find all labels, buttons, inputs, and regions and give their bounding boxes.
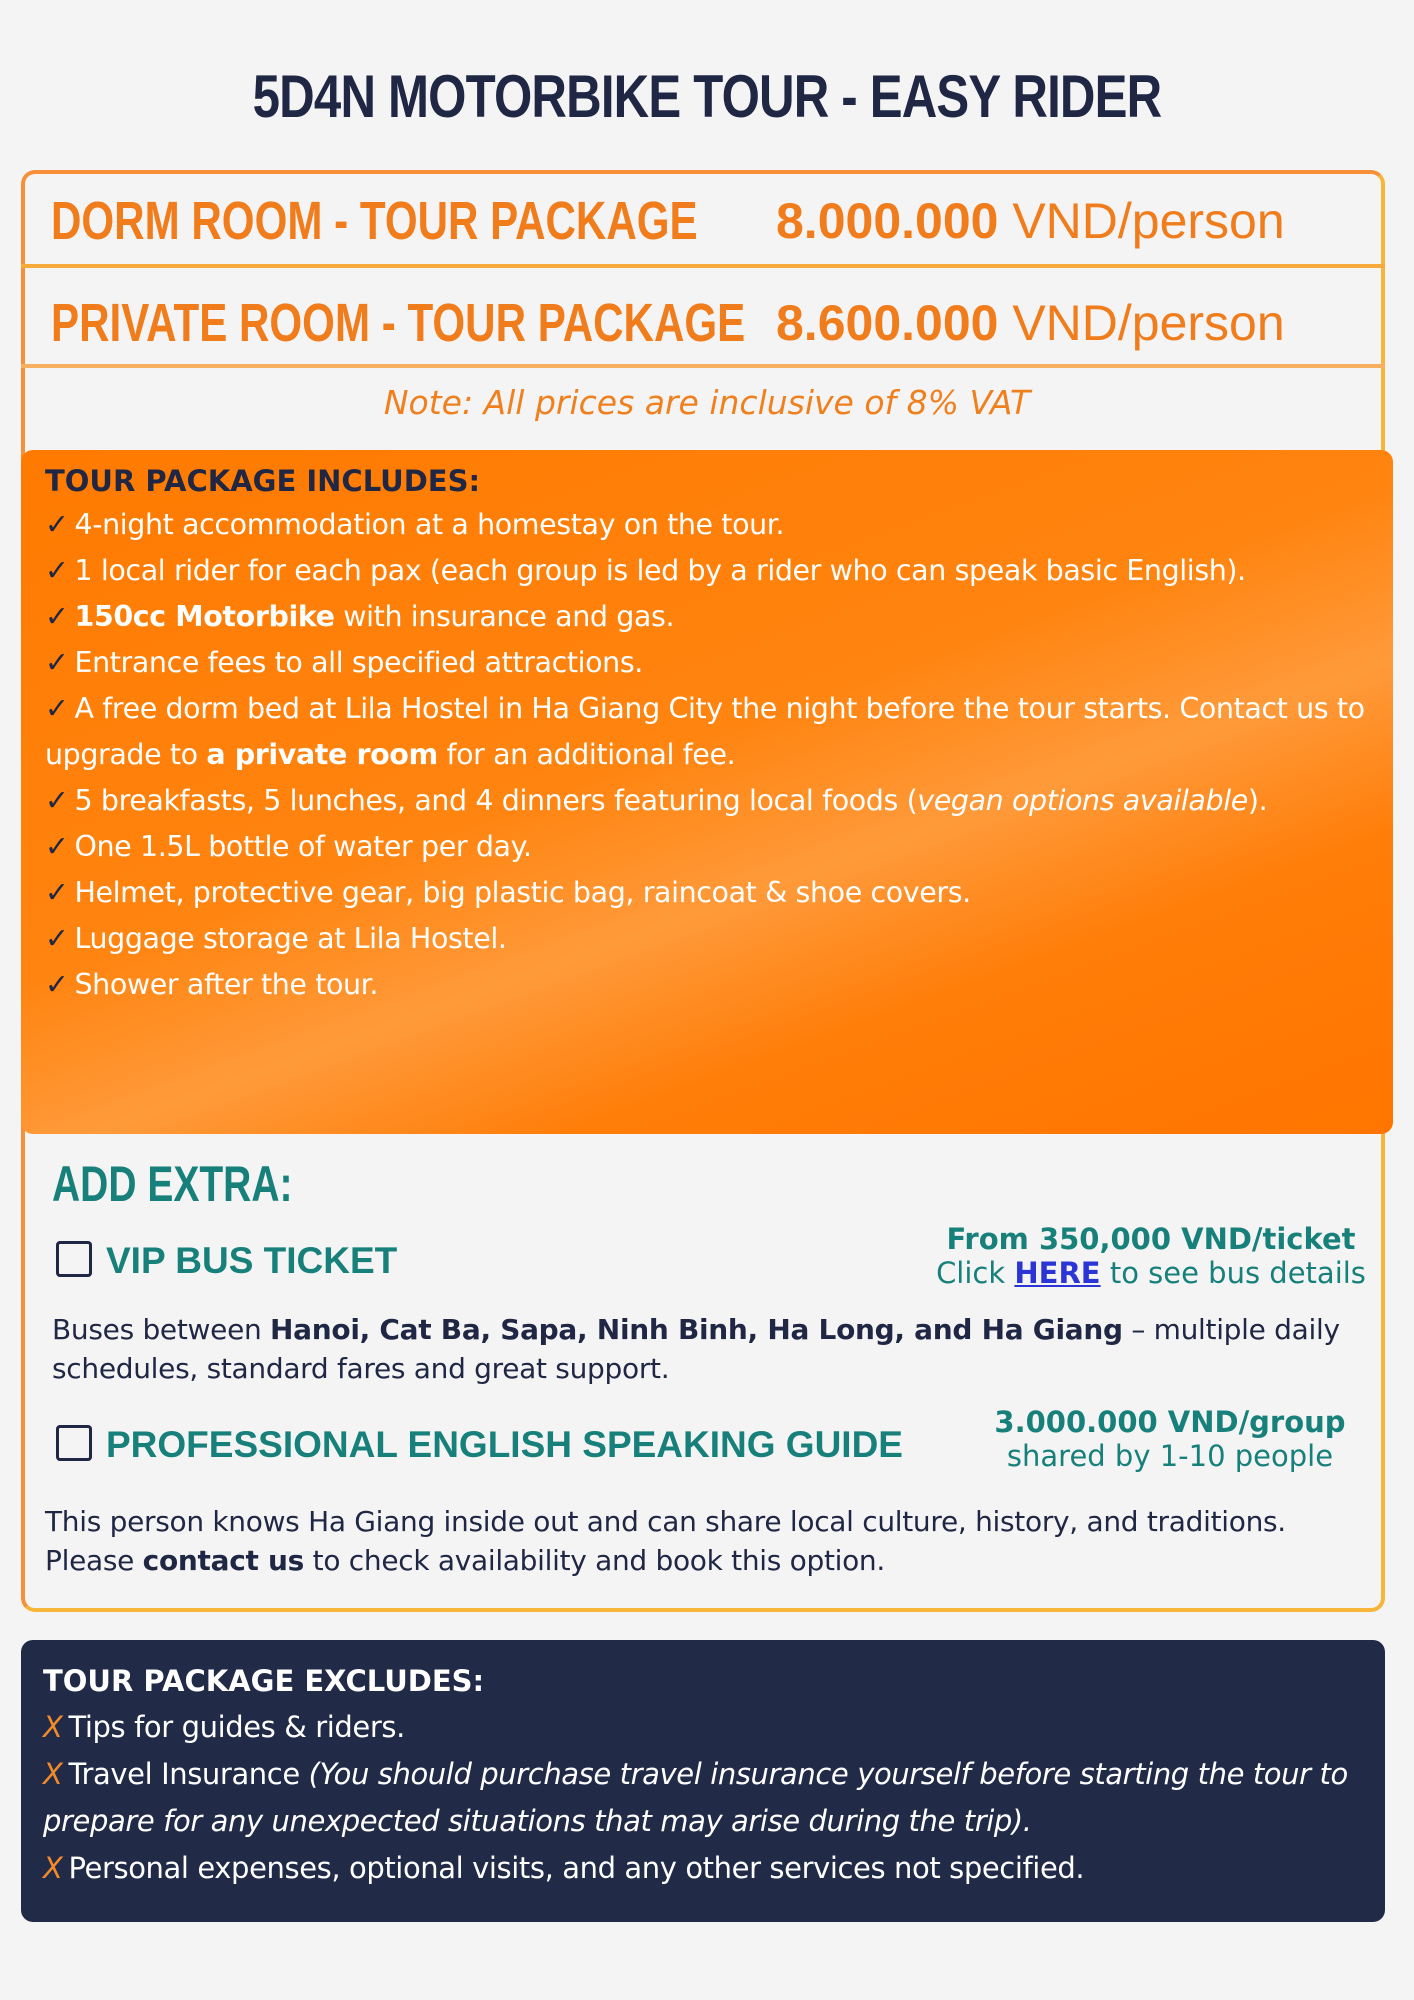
excludes-list bbox=[43, 1704, 1363, 1892]
check-icon: ✓ bbox=[45, 554, 69, 587]
excludes-panel bbox=[21, 1640, 1385, 1922]
list-item: ✓ Shower after the tour. bbox=[45, 968, 379, 1001]
package-name-private: PRIVATE ROOM - TOUR PACKAGE bbox=[51, 293, 746, 353]
check-icon: ✓ bbox=[45, 508, 69, 541]
price-row-dorm bbox=[21, 170, 1385, 268]
check-icon: ✓ bbox=[45, 692, 69, 725]
x-icon: X bbox=[43, 1757, 63, 1791]
list-item: X Travel Insurance (You should purchase travel insurance yourself before starting the tour to prepare for any unexpected situations that may arise during the trip). bbox=[43, 1757, 1348, 1838]
add-extra-heading: ADD EXTRA: bbox=[52, 1156, 293, 1212]
list-item: ✓ A free dorm bed at Lila Hostel in Ha Giang City the night before the tour starts. Contact us to upgrade to a private room for an additional fee. bbox=[45, 692, 1365, 771]
package-price-dorm: 8.000.000 VND/person bbox=[776, 193, 1285, 249]
includes-panel bbox=[21, 450, 1393, 1134]
bus-description: Buses between Hanoi, Cat Ba, Sapa, Ninh Binh, Ha Long, and Ha Giang – multiple daily schedules, standard fares and great support. bbox=[52, 1313, 1340, 1385]
guide-price-sub: shared by 1-10 people bbox=[1006, 1439, 1334, 1473]
check-icon: ✓ bbox=[45, 784, 69, 817]
check-icon: ✓ bbox=[45, 646, 69, 679]
x-icon: X bbox=[43, 1710, 63, 1744]
list-item: ✓ 5 breakfasts, 5 lunches, and 4 dinners featuring local foods (vegan options available). bbox=[45, 784, 1268, 817]
checkbox-icon[interactable] bbox=[56, 1425, 92, 1461]
list-item: X Tips for guides & riders. bbox=[43, 1710, 405, 1744]
check-icon: ✓ bbox=[45, 830, 69, 863]
list-item: ✓ One 1.5L bottle of water per day. bbox=[45, 830, 532, 863]
includes-heading: TOUR PACKAGE INCLUDES: bbox=[45, 464, 481, 498]
price-row-private bbox=[21, 272, 1385, 368]
bus-price bbox=[935, 1222, 1367, 1290]
excludes-heading: TOUR PACKAGE EXCLUDES: bbox=[43, 1664, 485, 1698]
list-item: ✓ 4-night accommodation at a homestay on the tour. bbox=[45, 508, 785, 541]
vat-note: Note: All prices are inclusive of 8% VAT bbox=[383, 383, 1031, 422]
list-item: ✓ Helmet, protective gear, big plastic bag, raincoat & shoe covers. bbox=[45, 876, 971, 909]
checkbox-icon[interactable] bbox=[56, 1241, 92, 1277]
package-price-private: 8.600.000 VND/person bbox=[776, 295, 1285, 351]
check-icon: ✓ bbox=[45, 600, 69, 633]
page-title: 5D4N MOTORBIKE TOUR - EASY RIDER bbox=[252, 63, 1162, 130]
list-item: ✓ 1 local rider for each pax (each group is led by a rider who can speak basic English). bbox=[45, 554, 1246, 587]
package-name-dorm: DORM ROOM - TOUR PACKAGE bbox=[51, 191, 698, 251]
check-icon: ✓ bbox=[45, 876, 69, 909]
list-item: ✓ Entrance fees to all specified attractions. bbox=[45, 646, 643, 679]
includes-list bbox=[45, 502, 1369, 1008]
guide-option[interactable] bbox=[56, 1424, 903, 1466]
list-item: X Personal expenses, optional visits, and any other services not specified. bbox=[43, 1851, 1085, 1885]
list-item: ✓ Luggage storage at Lila Hostel. bbox=[45, 922, 507, 955]
list-item: ✓ 150cc Motorbike with insurance and gas. bbox=[45, 600, 675, 633]
bus-option-title: VIP BUS TICKET bbox=[106, 1240, 398, 1281]
guide-price bbox=[980, 1405, 1360, 1473]
bus-details-link[interactable]: HERE bbox=[1014, 1256, 1101, 1290]
check-icon: ✓ bbox=[45, 922, 69, 955]
check-icon: ✓ bbox=[45, 968, 69, 1001]
bus-details-line: Click HERE to see bus details bbox=[936, 1256, 1366, 1290]
guide-description: This person knows Ha Giang inside out and can share local culture, history, and traditions. Please contact us to check availability and book this option. bbox=[45, 1505, 1286, 1577]
bus-price-value: From 350,000 VND/ticket bbox=[946, 1222, 1356, 1256]
guide-option-title: PROFESSIONAL ENGLISH SPEAKING GUIDE bbox=[106, 1424, 903, 1465]
x-icon: X bbox=[43, 1851, 63, 1885]
bus-option[interactable] bbox=[56, 1240, 397, 1282]
guide-price-value: 3.000.000 VND/group bbox=[994, 1405, 1346, 1439]
